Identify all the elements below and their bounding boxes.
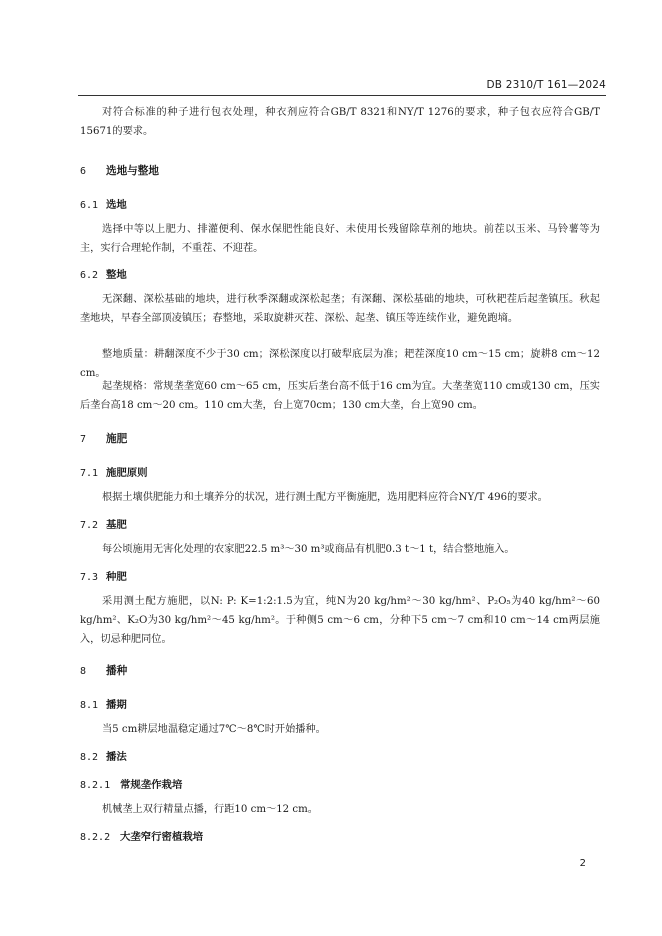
section-6-2-title: 整地 [106,269,127,281]
section-7-2-heading [80,516,127,531]
section-8-2-2-number: 8.2.2 [80,832,111,843]
section-8-2-1-number: 8.2.1 [80,780,111,791]
section-6-1-heading [80,196,127,211]
intro-paragraph: 对符合标准的种子进行包衣处理，种衣剂应符合GB/T 8321和NY/T 1276的要求，种子包衣应符合GB/T 15671的要求。 [80,107,600,137]
section-8-1-heading [80,696,127,711]
section-6-title: 选地与整地 [106,165,159,177]
section-7-3-number: 7.3 [80,572,99,583]
header-rule [78,95,606,96]
section-8-2-title: 播法 [106,751,127,763]
section-7-1-paragraph: 根据土壤供肥能力和土壤养分的状况，进行测土配方平衡施肥，选用肥料应符合NY/T 496的要求。 [102,492,548,503]
section-6-heading [80,163,159,178]
section-7-1-title: 施肥原则 [106,467,148,479]
section-8-1-paragraph: 当5 cm耕层地温稳定通过7℃～8℃时开始播种。 [102,724,326,735]
section-6-1-paragraph: 选择中等以上肥力、排灌便利、保水保肥性能良好、未使用长残留除草剂的地块。前茬以玉米、马铃薯等为主，实行合理轮作制，不重茬、不迎茬。 [80,224,600,254]
section-7-1-number: 7.1 [80,468,99,479]
section-8-2-2-heading [80,828,203,843]
section-8-2-1-heading [80,776,182,791]
section-8-1-number: 8.1 [80,700,99,711]
section-8-1-title: 播期 [106,699,127,711]
section-6-2-paragraph-2: 整地质量：耕翻深度不少于30 cm；深松深度以打破犁底层为准；耙茬深度10 cm～15 cm；旋耕8 cm～12 cm。 [80,349,600,379]
section-7-1-heading [80,464,148,479]
section-6-2-paragraph-3: 起垄规格：常规垄垄宽60 cm～65 cm，压实后垄台高不低于16 cm为宜。大垄垄宽110 cm或130 cm，压实后垄台高18 cm～20 cm。110 cm大垄，台上宽70cm；130 cm大垄，台上宽90 cm。 [80,381,600,411]
section-6-2-heading [80,266,127,281]
section-7-number: 7 [80,434,87,445]
page-number: 2 [579,858,586,869]
section-7-3-title: 种肥 [106,571,127,583]
section-8-2-2-title: 大垄窄行密植栽培 [120,831,204,843]
section-8-2-number: 8.2 [80,752,99,763]
section-6-2-paragraph-1: 无深翻、深松基础的地块，进行秋季深翻或深松起垄；有深翻、深松基础的地块，可秋耙茬后起垄镇压。秋起垄地块，早春全部顶凌镇压；春整地，采取旋耕灭茬、深松、起垄、镇压等连续作业，避免跑墒。 [80,294,600,324]
section-7-title: 施肥 [106,433,128,445]
section-7-2-paragraph: 每公顷施用无害化处理的农家肥22.5 m³～30 m³或商品有机肥0.3 t～1 t，结合整地施入。 [102,544,515,555]
section-6-1-number: 6.1 [80,200,99,211]
section-7-2-number: 7.2 [80,520,99,531]
section-7-2-title: 基肥 [106,519,127,531]
section-7-3-heading [80,568,127,583]
section-6-2-number: 6.2 [80,270,99,281]
section-7-heading [80,431,127,446]
section-8-2-1-title: 常规垄作栽培 [120,779,183,791]
section-8-heading [80,663,127,678]
section-6-1-title: 选地 [106,199,127,211]
section-8-title: 播种 [106,665,128,677]
section-7-3-paragraph: 采用测土配方施肥，以N: P: K=1:2:1.5为宜，纯N为20 kg/hm²～30 kg/hm²、P₂O₅为40 kg/hm²～60 kg/hm²、K₂O为30 kg/hm²～45 kg/hm²。于种侧5 cm～6 cm，分种下5 cm～7 cm和10 cm～14 cm两层施入，切忌种肥同位。 [80,596,600,645]
section-8-2-1-paragraph: 机械垄上双行精量点播，行距10 cm～12 cm。 [102,804,318,815]
section-6-number: 6 [80,166,87,177]
doc-code-header: DB 2310/T 161—2024 [486,79,606,91]
section-8-2-heading [80,748,127,763]
section-8-number: 8 [80,666,87,677]
